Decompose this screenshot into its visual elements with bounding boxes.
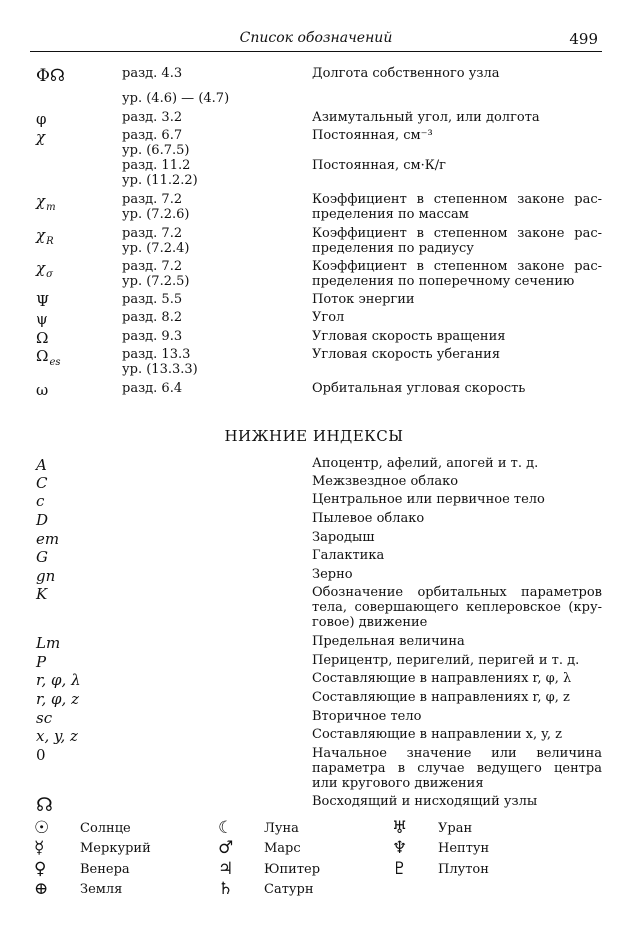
subscript-symbol: G [36,548,48,566]
subscript-desc: Межзвездное облако [312,474,459,489]
entry-ref: ур. (6.7.5) [122,143,190,158]
uranus-symbol-icon: ♅ [392,818,408,838]
subscript-symbol: c [36,492,45,510]
subscript-desc: Вторичное тело [312,709,422,724]
moon-symbol-icon: ☾ [218,818,234,838]
subscript-desc: Начальное значение или величина параметра в случае ведущего центра или кругового движения [312,746,602,791]
entry-symbol: $\chi_R$ [36,226,54,247]
subscript-symbol: C [36,474,48,492]
entry-ref: ур. (7.2.4) [122,241,190,256]
entry-desc: Угол [312,310,345,325]
entry-ref: разд. 6.7 [122,128,183,143]
entry-symbol: ω [36,381,49,399]
entry-desc: Постоянная, см·К/г [312,158,446,173]
subscript-symbol: gn [36,567,56,585]
entry-ref: разд. 7.2 [122,192,183,207]
entry-ref: ур. (4.6) — (4.7) [122,91,230,106]
entry-desc: Постоянная, см⁻³ [312,128,433,143]
subscript-desc: Составляющие в направлении x, y, z [312,727,562,742]
mars-symbol-icon: ♂ [218,838,234,858]
subscript-symbol: r, φ, λ [36,671,81,689]
entry-desc: Угловая скорость вращения [312,329,506,344]
subscript-symbol: x, y, z [36,727,78,745]
entry-symbol: Φ☊ [36,66,66,86]
subscript-symbol: A [36,456,47,474]
entry-ref: разд. 3.2 [122,110,183,125]
entry-desc: Азимутальный угол, или долгота [312,110,540,125]
entry-desc: Поток энергии [312,292,415,307]
entry-ref: разд. 7.2 [122,226,183,241]
subscript-desc: Центральное или первичное тело [312,492,545,507]
entry-ref: ур. (7.2.5) [122,274,190,289]
running-title: Список обозначений [239,30,393,46]
entry-desc: Коэффициент в степенном законе рас- пределения по массам [312,192,602,222]
entry-symbol: $\chi_m$ [36,192,56,213]
entry-ref: разд. 7.2 [122,259,183,274]
subscript-symbol: r, φ, z [36,690,80,708]
page-number: 499 [569,30,598,48]
entry-ref: разд. 9.3 [122,329,183,344]
subscript-symbol: K [36,585,48,603]
subscript-desc: Предельная величина [312,634,465,649]
entry-ref: разд. 5.5 [122,292,183,307]
entry-ref: разд. 13.3 [122,347,191,362]
subscript-desc: Перицентр, перигелий, перигей и т. д. [312,653,580,668]
subscript-desc: Зародыш [312,530,375,545]
entry-desc: Орбитальная угловая скорость [312,381,526,396]
entry-ref: разд. 8.2 [122,310,183,325]
subscript-desc: Составляющие в направлениях r, φ, λ [312,671,572,686]
venus-symbol-icon: ♀ [34,859,47,879]
earth-symbol-icon: ⊕ [34,879,49,899]
neptune-symbol-icon: ♆ [392,838,408,858]
entry-desc: Коэффициент в степенном законе рас- пределения по радиусу [312,226,602,256]
subscript-desc: Восходящий и нисходящий узлы [312,794,538,809]
entry-symbol: φ [36,110,47,128]
subscript-desc: Галактика [312,548,385,563]
entry-ref: разд. 4.3 [122,66,183,81]
book-page: Список обозначений 499 Φ☊ разд. 4.3 ур. (4.6) — (4.7) Долгота собственного узла φ разд. 3.2 Азимутальный угол, или долгота χ разд. 6.7 ур. (6.7.5) разд. 11.2 ур. (11.2.2) Постоянная, см⁻³ Постоянная, см·К/г $\chi_m$ разд. 7.2 ур. (7.2.6) Коэффициент в степенном законе рас- пределения по массам $\chi_R$ разд. 7.2 ур. (7.2.4) Коэффициент в степенном законе рас- пределения по радиусу $\chi_\sigma$ разд. 7.2 ур. (7.2.5) Коэффициент в степенном законе рас- пределения по поперечному сечению Ψ разд. 5.5 Поток энергии ψ разд. 8.2 Угол Ω разд. 9.3 Угловая скорость вращения $\Omega_{es}$ разд. 13.3 ур. (13.3.3) Угловая скорость убегания ω разд. 6.4 Орбитальная угловая скорость НИЖНИЕ ИНДЕКСЫ A Апоцентр, афелий, апогей и т. д. C Межзвездное облако c Центральное или первичное тело D Пылевое облако em Зародыш G Галактика gn Зерно K Обозначение орбитальных параметров тела, совершающего кеплеровское (кру- говое) движение Lm Предельная величина P Перицентр, перигелий, перигей и т. д. r, φ, λ Составляющие в направлениях r, φ, λ r, φ, z Составляющие в направлениях r, φ, z sc Вторичное тело x, y, z Составляющие в направлении x, y, z 0 Начальное значение или величина параметра в случае ведущего центра или кругового движения ☊ Восходящий и нисходящий узлы ☉ Солнце ☿ Меркурий ♀ Венера ⊕ Земля ☾ Луна ♂ Марс ♃ Юпитер ♄ Сатурн ♅ Уран ♆ Нептун ♇ Плутон [0,0,628,950]
mercury-symbol-icon: ☿ [34,838,45,858]
entry-ref: ур. (11.2.2) [122,173,198,188]
entry-symbol: ψ [36,310,48,328]
entry-desc: Долгота собственного узла [312,66,500,81]
entry-desc: Угловая скорость убегания [312,347,501,362]
entry-desc: Коэффициент в степенном законе рас- пределения по поперечному сечению [312,259,602,289]
entry-ref: разд. 6.4 [122,381,183,396]
subscript-symbol: P [36,653,47,671]
sun-symbol-icon: ☉ [34,818,50,838]
entry-symbol: Ψ [36,292,50,310]
running-header [30,28,602,50]
ascending-node-symbol: ☊ [36,794,53,816]
entry-ref: ур. (7.2.6) [122,207,190,222]
subscript-desc: Апоцентр, афелий, апогей и т. д. [312,456,539,471]
subscript-desc: Обозначение орбитальных параметров тела, совершающего кеплеровское (кру- говое) движение [312,585,602,630]
entry-ref: ур. (13.3.3) [122,362,198,377]
saturn-symbol-icon: ♄ [218,879,234,899]
subscript-desc: Пылевое облако [312,511,425,526]
subscript-symbol: sc [36,709,53,727]
subscript-symbol: 0 [36,746,46,764]
entry-ref: разд. 11.2 [122,158,191,173]
header-rule [30,51,602,52]
subscript-symbol: Lm [36,634,61,652]
subscript-desc: Зерно [312,567,353,582]
section-title: НИЖНИЕ ИНДЕКСЫ [224,427,404,445]
pluto-symbol-icon: ♇ [392,859,408,879]
entry-symbol: χ [36,128,46,146]
entry-symbol: Ω [36,329,49,347]
subscript-symbol: em [36,530,60,548]
subscript-desc: Составляющие в направлениях r, φ, z [312,690,570,705]
entry-symbol: $\Omega_{es}$ [36,347,61,368]
entry-symbol: $\chi_\sigma$ [36,259,53,280]
jupiter-symbol-icon: ♃ [218,859,234,879]
subscript-symbol: D [36,511,49,529]
